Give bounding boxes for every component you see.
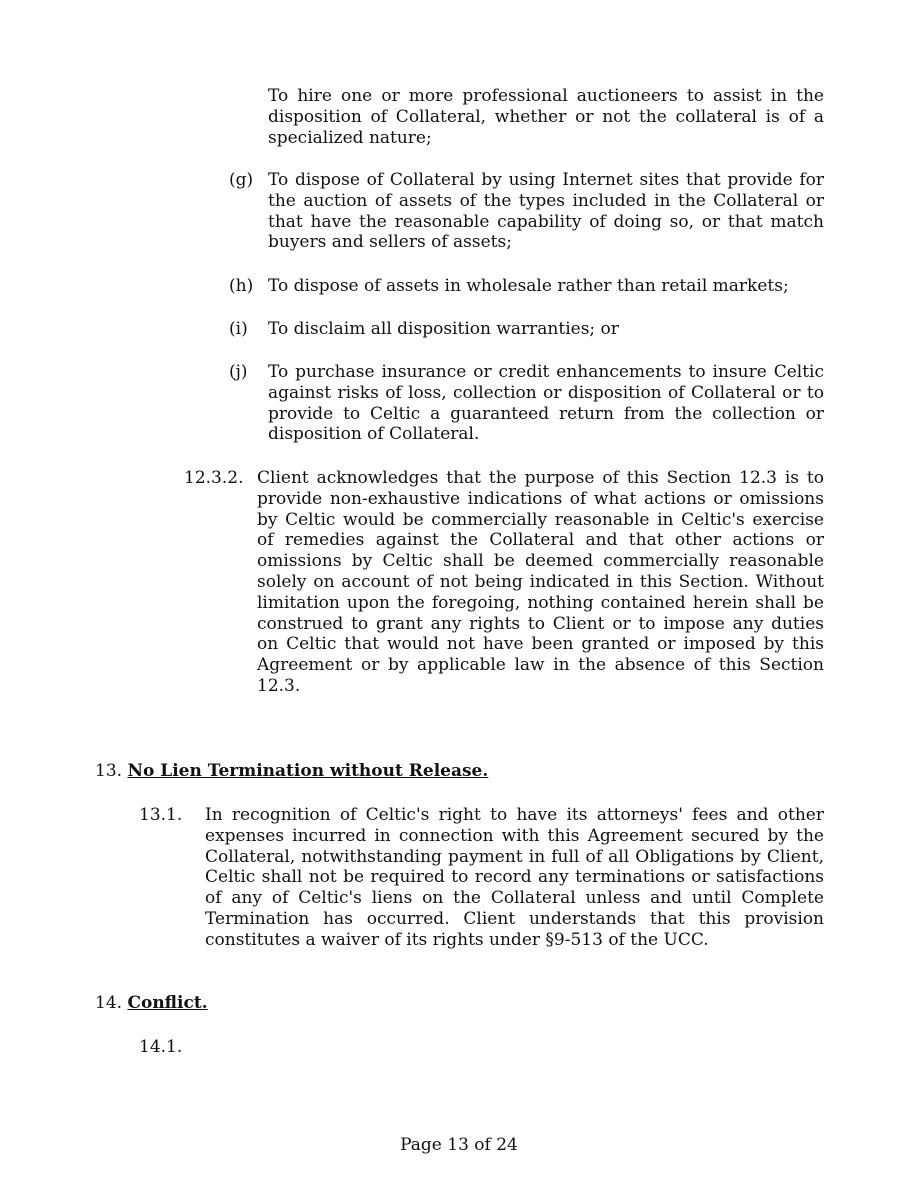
- item-g-text: To dispose of Collateral by using Internet sites that provide for the auction of assets of the types included in the Collateral or that have the reasonable capability of doing so, or that match buyers and sellers of assets;: [268, 170, 824, 253]
- page-number-footer: Page 13 of 24: [400, 1135, 518, 1155]
- section-13-1-text: In recognition of Celtic's right to have its attorneys' fees and other expenses incurred in connection with this Agreement secured by the Collateral, notwithstanding payment in full of all Obligations by Client, Celtic shall not be required to record any terminations or satisfactions of any of Celtic's liens on the Collateral unless and until Complete Termination has occurred. Client understands that this provision constitutes a waiver of its rights under §9-513 of the UCC.: [205, 805, 824, 950]
- item-h-text: To dispose of assets in wholesale rather than retail markets;: [268, 276, 789, 296]
- section-14-1-number: 14.1.: [139, 1037, 183, 1057]
- item-i-label: (i): [229, 319, 248, 339]
- section-12-3-2-text: Client acknowledges that the purpose of this Section 12.3 is to provide non-exhaustive indications of what actions or omissions by Celtic would be commercially reasonable in Celtic's exercise of remedies against the Collateral and that other actions or omissions by Celtic shall be deemed commercially reasonable solely on account of not being indicated in this Section. Without limitation upon the foregoing, nothing contained herein shall be construed to grant any rights to Client or to impose any duties on Celtic that would not have been granted or imposed by this Agreement or by applicable law in the absence of this Section 12.3.: [257, 468, 824, 696]
- continuation-paragraph: To hire one or more professional auctioneers to assist in the disposition of Collateral, whether or not the collateral is of a specialized nature;: [268, 86, 824, 148]
- item-g-label: (g): [229, 170, 254, 190]
- section-13-title: No Lien Termination without Release.: [127, 761, 489, 781]
- section-14-heading: [95, 993, 208, 1014]
- section-14-title: Conflict.: [127, 993, 208, 1013]
- section-13-heading: [95, 761, 488, 782]
- item-h-label: (h): [229, 276, 254, 296]
- section-13-number: 13.: [95, 761, 123, 781]
- section-12-3-2-number: 12.3.2.: [184, 468, 244, 488]
- section-13-1-number: 13.1.: [139, 805, 183, 825]
- item-j-label: (j): [229, 362, 248, 382]
- item-i-text: To disclaim all disposition warranties; or: [268, 319, 619, 339]
- section-14-number: 14.: [95, 993, 123, 1013]
- item-j-text: To purchase insurance or credit enhancements to insure Celtic against risks of loss, collection or disposition of Collateral or to provide to Celtic a guaranteed return from the collection or disposition of Collateral.: [268, 362, 824, 445]
